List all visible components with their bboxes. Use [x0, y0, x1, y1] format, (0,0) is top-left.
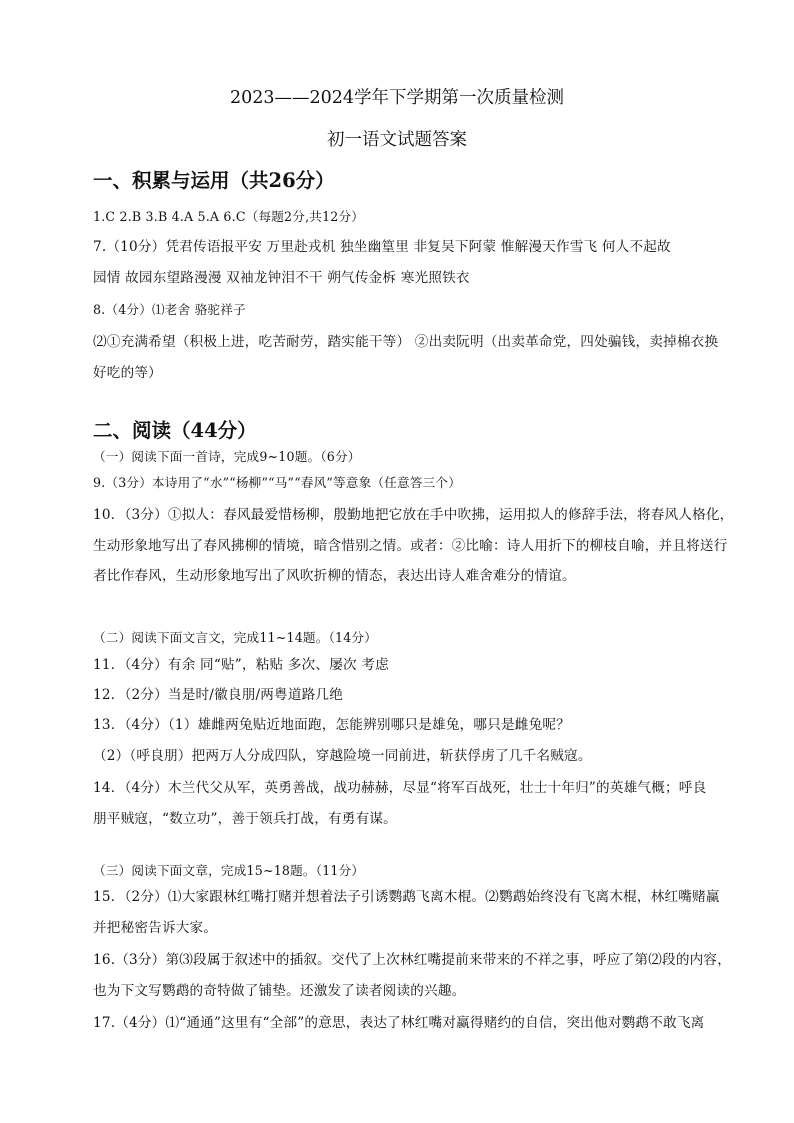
- answer-line: （2）（呼良朋）把两万人分成四队，穿越险境一同前进，斩获俘虏了几千名贼寇。: [93, 748, 592, 764]
- answer-line: 朋平贼寇，“数立功”，善于领兵打战，有勇有谋。: [93, 811, 397, 827]
- answer-line: 也为下文写鹦鹉的奇特做了铺垫。还激发了读者阅读的兴趣。: [93, 983, 466, 999]
- sub-heading: （一）阅读下面一首诗，完成9~10题。（6分）: [93, 449, 361, 464]
- answer-line: ⑵①充满希望（积极上进，吃苦耐劳，踏实能干等） ②出卖阮明（出卖革命党，四处骗钱，卖掉棉衣换: [93, 334, 719, 350]
- answer-line: 生动形象地写出了春风拂柳的情境，暗含惜别之情。或者：②比喻：诗人用折下的柳枝自喻，并且将送行: [93, 538, 728, 554]
- answer-line: 并把秘密告诉大家。: [93, 920, 218, 936]
- answer-line: 15．（2分）⑴大家跟林红嘴打赌并想着法子引诱鹦鹉飞离木棍。⑵鹦鹉始终没有飞离木棍，林红嘴赌赢: [93, 889, 720, 905]
- answer-line: 16.（3分）第⑶段属于叙述中的插叙。交代了上次林红嘴提前来带来的不祥之事，呼应了第⑵段的内容，: [93, 952, 731, 968]
- answer-line: 园情 故园东望路漫漫 双袖龙钟泪不干 朔气传金柝 寒光照铁衣: [93, 270, 470, 286]
- answer-line: 1.C 2.B 3.B 4.A 5.A 6.C（每题2分,共12分）: [93, 209, 365, 224]
- page-subtitle: 初一语文试题答案: [327, 130, 467, 150]
- answer-line: 14．（4分）木兰代父从军，英勇善战，战功赫赫，尽显“将军百战死，壮士十年归”的英雄气概；呼良: [93, 780, 707, 796]
- answer-line: 8.（4分）⑴老舍 骆驼祥子: [93, 302, 246, 317]
- page-title: 2023——2024学年下学期第一次质量检测: [229, 88, 565, 108]
- answer-line: 12．（2分）当是时/徽良朋/两粤道路几绝: [93, 687, 344, 703]
- sub-heading: （二）阅读下面文言文，完成11~14题。（14分）: [93, 630, 378, 645]
- answer-line: 17.（4分）⑴“通通”这里有“全部”的意思，表达了林红嘴对赢得赌约的自信，突出他对鹦鹉不敢飞离: [93, 1015, 705, 1031]
- section-heading-accumulation: 一、积累与运用（共26分）: [93, 169, 335, 192]
- answer-line: 好吃的等）: [93, 365, 162, 381]
- answer-line: 13．（4分）（1）雄雌两兔贴近地面跑，怎能辨别哪只是雄兔，哪只是雌兔呢？: [93, 717, 570, 733]
- answer-line: 9.（3分）本诗用了“水”“杨柳”“马”“春风”等意象（任意答三个）: [93, 475, 461, 490]
- section-heading-reading: 二、阅读（44分）: [93, 419, 257, 442]
- answer-line: 者比作春风，生动形象地写出了风吹折柳的情态，表达出诗人难舍难分的情谊。: [93, 568, 576, 584]
- answer-line: 7.（10分）凭君传语报平安 万里赴戎机 独坐幽篁里 非复吴下阿蒙 惟解漫天作雪飞 何人不起故: [93, 239, 671, 255]
- sub-heading: （三）阅读下面文章，完成15~18题。（11分）: [93, 863, 365, 878]
- answer-line: 10．（3分）①拟人：春风最爱惜杨柳，殷勤地把它放在手中吹拂，运用拟人的修辞手法，将春风人格化，: [93, 507, 734, 523]
- answer-line: 11．（4分）有余 同“贴”，粘贴 多次、屡次 考虑: [93, 657, 389, 673]
